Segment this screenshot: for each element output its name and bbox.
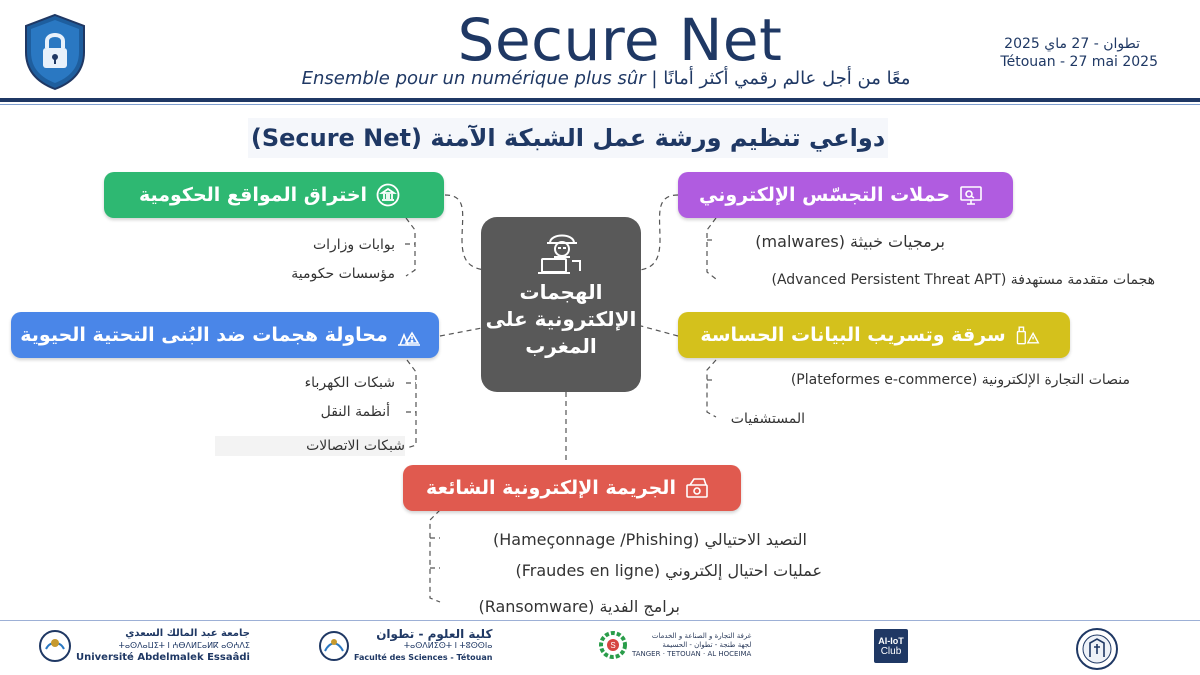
club-word: Club (880, 645, 902, 657)
data-item-1: منصات التجارة الإلكترونية (Plateformes e-commerce) (790, 372, 1130, 388)
chamber-region-ar: لجهة طنجة - تطوان - الحسيمة (662, 640, 752, 649)
uae-logo (38, 628, 250, 664)
fst-name-tz: ⵜⴰⵙⴷⵍⵉⵙⵜ ⵏ ⵜⵓⵙⵙⵏⴰ (403, 641, 493, 650)
tagline-ar: معًا من أجل عالم رقمي أكثر أمانًا (663, 68, 911, 89)
category-crime (403, 465, 741, 511)
category-data-label: سرقة وتسريب البيانات الحساسة (700, 324, 1006, 346)
category-gov-label: اختراق المواقع الحكومية (138, 184, 368, 206)
faculty-emblem-icon (318, 629, 350, 663)
uae-name-fr: Université Abdelmalek Essaâdi (76, 652, 250, 663)
category-infra-label: محاولة هجمات ضد البُنى التحتية الحيوية (20, 324, 388, 346)
footer-divider (0, 620, 1200, 621)
data-item-2: المستشفيات (730, 411, 805, 427)
chamber-logo (598, 630, 751, 660)
category-data (678, 312, 1070, 358)
category-crime-label: الجريمة الإلكترونية الشائعة (426, 477, 676, 499)
club-name: AI-IoT (878, 635, 904, 646)
date-ar: تطوان - 27 ماي 2025 (1004, 36, 1140, 52)
infra-item-3: شبكات الاتصالات (215, 436, 405, 456)
crime-item-3: برامج الفدية (Ransomware) (478, 597, 680, 616)
svg-text:S: S (610, 641, 616, 650)
brand-title: Secure Net (457, 6, 783, 74)
chamber-name-ar: غرفة التجارة و الصناعة و الخدمات (651, 631, 752, 640)
tagline-fr: Ensemble pour un numérique plus sûr (301, 68, 646, 89)
date-fr: Tétouan - 27 mai 2025 (1000, 54, 1158, 70)
government-building-icon (375, 182, 401, 208)
page-title: دواعي تنظيم ورشة عمل الشبكة الآمنة (Secure Net) (248, 118, 888, 158)
ai-iot-club-logo (874, 629, 908, 663)
infra-item-2: أنظمة النقل (320, 404, 390, 420)
gov-item-2: مؤسسات حكومية (291, 266, 395, 282)
chamber-region-fr: TANGER · TETOUAN · AL HOCEIMA (632, 649, 752, 658)
uae-name-ar: جامعة عبد المالك السعدي (125, 628, 250, 639)
infrastructure-warning-icon (396, 322, 422, 348)
infra-item-1: شبكات الكهرباء (304, 375, 395, 391)
crime-item-2: عمليات احتيال إلكتروني (Fraudes en ligne) (515, 561, 822, 580)
category-spy-label: حملات التجسّس الإلكتروني (698, 184, 951, 206)
category-spy (678, 172, 1013, 218)
fst-name-fr: Faculté des Sciences - Tétouan (354, 653, 493, 662)
tagline-separator: | (645, 68, 664, 89)
usb-warning-icon (1014, 322, 1040, 348)
partner-emblem-icon (1075, 627, 1119, 671)
crime-item-1: التصيد الاحتيالي (Hameçonnage /Phishing) (493, 530, 807, 549)
fst-logo (318, 628, 492, 664)
spy-item-1: برمجيات خبيثة (malwares) (755, 232, 945, 251)
center-node (481, 217, 641, 392)
gov-item-1: بوابات وزارات (312, 237, 395, 253)
computer-spy-icon (958, 182, 984, 208)
category-infra (11, 312, 439, 358)
university-emblem-icon (38, 629, 72, 663)
center-label: الهجمات الإلكترونية على المغرب (485, 280, 637, 358)
money-fraud-icon (684, 475, 710, 501)
uae-name-tz: ⵜⴰⵙⴷⴰⵡⵉⵜ ⵏ ⵄⴱⴷⵍⵎⴰⵍⴽ ⴰⵙⵄⴷⵉ (118, 641, 250, 650)
chamber-gear-icon (598, 630, 628, 660)
fst-name-ar: كلية العلوم - تطوان (376, 627, 493, 641)
hacker-laptop-icon (536, 227, 588, 275)
category-gov (104, 172, 444, 218)
spy-item-2: هجمات متقدمة مستهدفة (Advanced Persistent Threat APT) (771, 272, 1155, 288)
